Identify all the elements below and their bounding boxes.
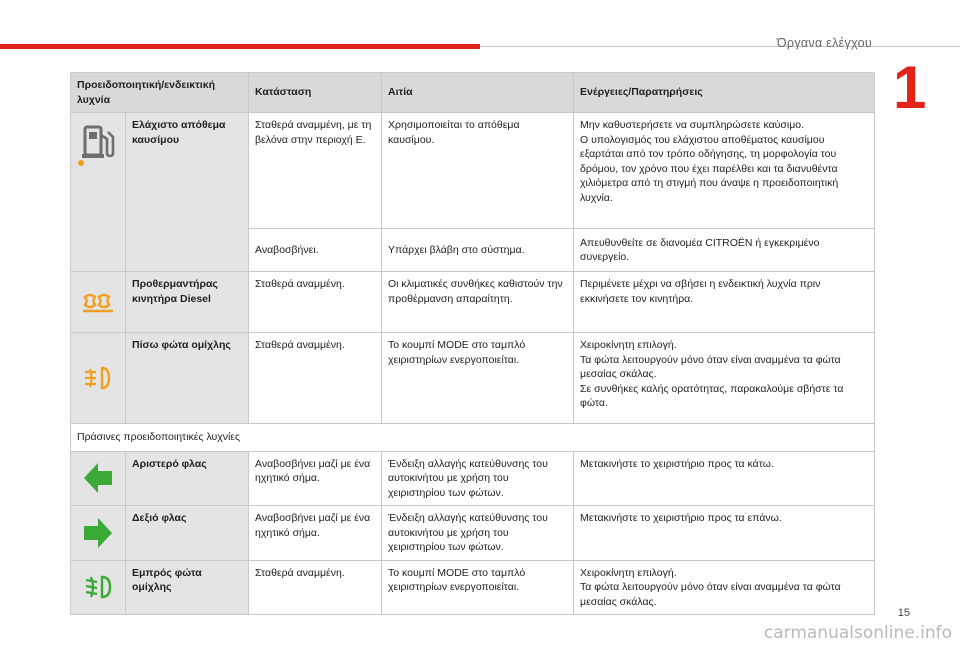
icon-cell xyxy=(71,451,126,506)
cause-text: Υπάρχει βλάβη στο σύστημα. xyxy=(382,229,574,272)
action-text: Μετακινήστε το χειριστήριο προς τα κάτω. xyxy=(574,451,875,506)
watermark: carmanualsonline.info xyxy=(763,623,952,643)
icon-cell xyxy=(71,333,126,424)
lamp-name: Πίσω φώτα ομίχλης xyxy=(126,333,249,424)
chapter-number: 1 xyxy=(893,54,927,121)
table-row-rear-fog xyxy=(71,333,875,424)
front-fog-lamp-icon xyxy=(83,574,113,600)
section-row xyxy=(71,424,875,452)
table-row-front-fog xyxy=(71,560,875,615)
table-row-right-indicator xyxy=(71,506,875,561)
action-text: Περιμένετε μέχρι να σβήσει η ενδεικτική λυχνία πριν εκκινήσετε τον κινητήρα. xyxy=(574,272,875,333)
page-number: 15 xyxy=(897,607,910,619)
action-text: Χειροκίνητη επιλογή. Τα φώτα λειτουργούν μόνο όταν είναι αναμμένα τα φώτα μεσαίας σκάλας. Σε συνθήκες καλής ορατότητας, παρακαλούμε σβήστε τα φώτα. xyxy=(574,333,875,424)
diesel-preheat-icon xyxy=(82,291,114,313)
table-row-diesel-preheat xyxy=(71,272,875,333)
status-text: Αναβοσβήνει μαζί με ένα ηχητικό σήμα. xyxy=(249,506,382,561)
lamp-name: Δεξιό φλας xyxy=(126,506,249,561)
column-header-action: Ενέργειες/Παρατηρήσεις xyxy=(574,73,875,113)
warning-lamps-table xyxy=(70,72,875,615)
table-header-row xyxy=(71,73,875,113)
icon-cell xyxy=(71,272,126,333)
chapter-title: Όργανα ελέγχου xyxy=(776,36,872,50)
table-row-left-indicator xyxy=(71,451,875,506)
cause-text: Χρησιμοποιείται το απόθεμα καυσίμου. xyxy=(382,113,574,229)
icon-cell xyxy=(71,560,126,615)
fuel-pump-icon xyxy=(78,123,118,167)
lamp-name: Αριστερό φλας xyxy=(126,451,249,506)
cause-text: Ένδειξη αλλαγής κατεύθυνσης του αυτοκινήτου με χρήση του χειριστηρίου των φώτων. xyxy=(382,506,574,561)
cause-text: Το κουμπί MODE στο ταμπλό χειριστηρίων ενεργοποιείται. xyxy=(382,333,574,424)
icon-cell xyxy=(71,113,126,272)
status-text: Αναβοσβήνει μαζί με ένα ηχητικό σήμα. xyxy=(249,451,382,506)
header-divider xyxy=(480,46,960,47)
right-turn-arrow-icon xyxy=(83,517,113,549)
column-header-cause: Αιτία xyxy=(382,73,574,113)
column-header-status: Κατάσταση xyxy=(249,73,382,113)
action-text: Μετακινήστε το χειριστήριο προς τα επάνω. xyxy=(574,506,875,561)
icon-cell xyxy=(71,506,126,561)
left-turn-arrow-icon xyxy=(83,462,113,494)
warning-dot xyxy=(78,160,84,166)
lamp-name: Εμπρός φώτα ομίχλης xyxy=(126,560,249,615)
lamp-name: Προθερμαντήρας κινητήρα Diesel xyxy=(126,272,249,333)
header-accent-bar xyxy=(0,44,480,49)
status-text: Σταθερά αναμμένη. xyxy=(249,272,382,333)
status-text: Αναβοσβήνει. xyxy=(249,229,382,272)
section-title: Πράσινες προειδοποιητικές λυχνίες xyxy=(71,424,875,452)
action-text: Απευθυνθείτε σε διανομέα CITROËN ή εγκεκριμένο συνεργείο. xyxy=(574,229,875,272)
cause-text: Το κουμπί MODE στο ταμπλό χειριστηρίων ενεργοποιείται. xyxy=(382,560,574,615)
table-row-fuel xyxy=(71,113,875,229)
cause-text: Ένδειξη αλλαγής κατεύθυνσης του αυτοκινήτου με χρήση του χειριστηρίου των φώτων. xyxy=(382,451,574,506)
rear-fog-lamp-icon xyxy=(83,365,113,391)
action-text: Μην καθυστερήσετε να συμπληρώσετε καύσιμο. Ο υπολογισμός του ελάχιστου αποθέματος καυσίμου εξαρτάται από τον τρόπο οδήγησης, τη μορφολογία του δρόμου, τον χρόνο που έχει παρέλθει και τα διανυθέντα χιλιόμετρα από τη στιγμή που άναψε η προειδοποιητική λυχνία. xyxy=(574,113,875,229)
lamp-name: Ελάχιστο απόθεμα καυσίμου xyxy=(126,113,249,272)
column-header-lamp: Προειδοποιητική/ενδεικτική λυχνία xyxy=(71,73,249,113)
status-text: Σταθερά αναμμένη. xyxy=(249,333,382,424)
action-text: Χειροκίνητη επιλογή. Τα φώτα λειτουργούν μόνο όταν είναι αναμμένα τα φώτα μεσαίας σκάλας. xyxy=(574,560,875,615)
cause-text: Οι κλιματικές συνθήκες καθιστούν την προθέρμανση απαραίτητη. xyxy=(382,272,574,333)
status-text: Σταθερά αναμμένη. xyxy=(249,560,382,615)
status-text: Σταθερά αναμμένη, με τη βελόνα στην περιοχή E. xyxy=(249,113,382,229)
